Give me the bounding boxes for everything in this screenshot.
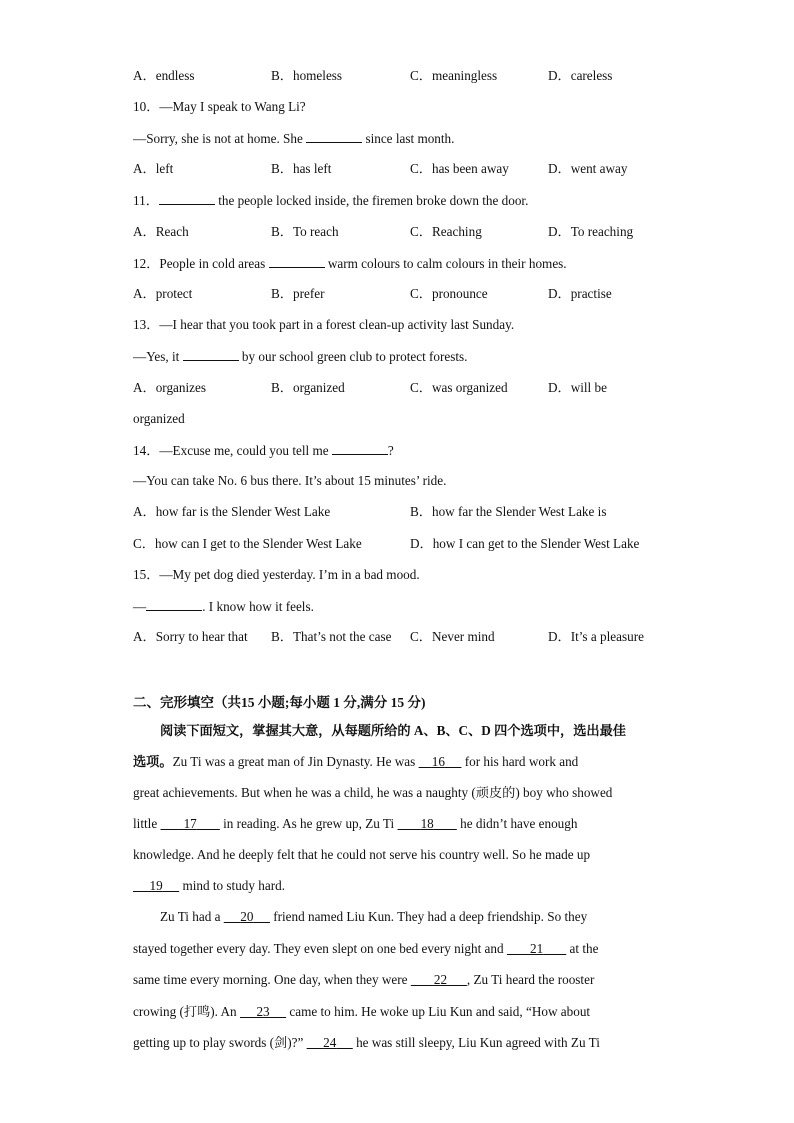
cloze-blank-21	[507, 941, 566, 956]
q11-option-d: D．To reaching	[548, 224, 634, 239]
q12-option-a: A．protect	[133, 286, 193, 301]
passage-text: at the	[566, 941, 599, 956]
q13-line2-post: by our school green club to protect forests.	[238, 349, 468, 364]
q14-stem	[133, 441, 394, 460]
cloze-blank-22	[411, 972, 467, 987]
q13-blank	[183, 347, 239, 361]
q14-post: ?	[387, 443, 394, 458]
q13-stem: 13．—I hear that you took part in a forest clean-up activity last Sunday.	[133, 317, 515, 332]
cloze-blank-20	[224, 909, 270, 924]
passage-text: came to him. He woke up Liu Kun and said, “How about	[286, 1004, 591, 1019]
passage-text: crowing (打鸣). An	[133, 1004, 240, 1019]
blank-number: 18	[420, 816, 434, 831]
passage-text: in reading. As he grew up, Zu Ti	[219, 816, 398, 831]
q14-line2: —You can take No. 6 bus there. It’s about 15 minutes’ ride.	[133, 473, 447, 488]
passage-line-1	[133, 753, 578, 771]
passage-text: for his hard work and	[461, 754, 579, 769]
blank-number: 16	[431, 754, 445, 769]
blank-number: 19	[149, 878, 163, 893]
cloze-blank-19	[133, 878, 179, 893]
passage-line-7	[133, 940, 598, 958]
section2-instruction-end: 选项。	[133, 754, 173, 769]
passage-text: Zu Ti had a	[160, 909, 224, 924]
passage-text: little	[133, 816, 161, 831]
q15-option-a: A．Sorry to hear that	[133, 629, 248, 644]
passage-text: , Zu Ti heard the rooster	[466, 972, 595, 987]
q10-option-a: A．left	[133, 161, 174, 176]
q11-blank	[159, 191, 215, 205]
blank-number: 17	[183, 816, 197, 831]
passage-line-2: great achievements. But when he was a child, he was a naughty (顽皮的) boy who showed	[133, 785, 613, 800]
q15-blank	[146, 597, 202, 611]
q10-line2-pre: —Sorry, she is not at home. She	[133, 131, 307, 146]
passage-line-4: knowledge. And he deeply felt that he could not serve his country well. So he made up	[133, 847, 591, 862]
cloze-blank-17	[160, 816, 219, 831]
passage-text: stayed together every day. They even slept on one bed every night and	[133, 941, 507, 956]
q15-line2	[133, 597, 314, 616]
section2-instruction: 阅读下面短文，掌握其大意，从每题所给的 A、B、C、D 四个选项中，选出最佳	[160, 723, 626, 738]
q14-pre: 14．—Excuse me, could you tell me	[133, 443, 332, 458]
section2-heading: 二、完形填空（共15 小题;每小题 1 分,满分 15 分)	[133, 695, 426, 710]
q13-line2	[133, 347, 467, 366]
passage-line-6	[160, 908, 587, 926]
blank-number: 22	[433, 972, 448, 987]
q13-option-a: A．organizes	[133, 380, 207, 395]
q9-option-c: C．meaningless	[410, 68, 498, 83]
q15-option-d: D．It’s a pleasure	[548, 629, 644, 644]
q15-option-b: B．That’s not the case	[271, 629, 392, 644]
q15-line2-pre: —	[133, 599, 147, 614]
passage-line-3	[133, 815, 577, 833]
passage-line-8	[133, 971, 594, 989]
q14-option-d: D．how I can get to the Slender West Lake	[410, 536, 640, 551]
passage-text: he was still sleepy, Liu Kun agreed with Zu Ti	[352, 1035, 600, 1050]
q10-blank	[306, 129, 362, 143]
q14-blank	[332, 441, 388, 455]
q12-post: warm colours to calm colours in their homes.	[324, 256, 567, 271]
blank-number: 23	[256, 1004, 270, 1019]
blank-number: 20	[240, 909, 254, 924]
q10-line2	[133, 129, 454, 148]
q9-option-b: B．homeless	[271, 68, 343, 83]
blank-number: 24	[323, 1035, 337, 1050]
q9-option-a: A．endless	[133, 68, 195, 83]
passage-text: he didn’t have enough	[456, 816, 578, 831]
q15-option-c: C．Never mind	[410, 629, 495, 644]
q12-option-d: D．practise	[548, 286, 612, 301]
passage-line-9	[133, 1003, 590, 1021]
q10-stem: 10．—May I speak to Wang Li?	[133, 99, 306, 114]
q12-blank	[269, 254, 325, 268]
q13-option-d-wrap: organized	[133, 411, 185, 426]
passage-line-5	[133, 877, 285, 895]
q14-option-c: C．how can I get to the Slender West Lake	[133, 536, 362, 551]
q13-option-c: C．was organized	[410, 380, 508, 395]
q14-option-b: B．how far the Slender West Lake is	[410, 504, 607, 519]
q11-option-b: B．To reach	[271, 224, 339, 239]
q11-option-a: A．Reach	[133, 224, 189, 239]
q10-option-b: B．has left	[271, 161, 332, 176]
passage-text: friend named Liu Kun. They had a deep friendship. So they	[269, 909, 588, 924]
cloze-blank-23	[240, 1004, 286, 1019]
q15-stem: 15．—My pet dog died yesterday. I’m in a bad mood.	[133, 567, 420, 582]
q10-line2-post: since last month.	[362, 131, 455, 146]
q11-text: the people locked inside, the firemen broke down the door.	[214, 193, 529, 208]
passage-text: Zu Ti was a great man of Jin Dynasty. He was	[172, 754, 419, 769]
q11-stem	[133, 191, 528, 210]
q13-line2-pre: —Yes, it	[133, 349, 183, 364]
q9-option-d: D．careless	[548, 68, 613, 83]
q14-option-a: A．how far is the Slender West Lake	[133, 504, 331, 519]
q12-option-c: C．pronounce	[410, 286, 488, 301]
q15-line2-post: . I know how it feels.	[202, 599, 314, 614]
q13-option-b: B．organized	[271, 380, 345, 395]
cloze-blank-24	[307, 1035, 353, 1050]
q10-option-c: C．has been away	[410, 161, 509, 176]
q12-stem	[133, 254, 567, 273]
q11-number: 11．	[133, 193, 159, 208]
q11-option-c: C．Reaching	[410, 224, 482, 239]
q12-option-b: B．prefer	[271, 286, 325, 301]
cloze-blank-16	[419, 754, 462, 769]
passage-text: getting up to play swords (剑)?”	[133, 1035, 307, 1050]
cloze-blank-18	[398, 816, 457, 831]
q12-pre: 12．People in cold areas	[133, 256, 269, 271]
passage-text: same time every morning. One day, when they were	[133, 972, 411, 987]
passage-line-10	[133, 1034, 600, 1052]
blank-number: 21	[529, 941, 544, 956]
passage-text: mind to study hard.	[179, 878, 286, 893]
q10-option-d: D．went away	[548, 161, 628, 176]
q13-option-d: D．will be	[548, 380, 607, 395]
